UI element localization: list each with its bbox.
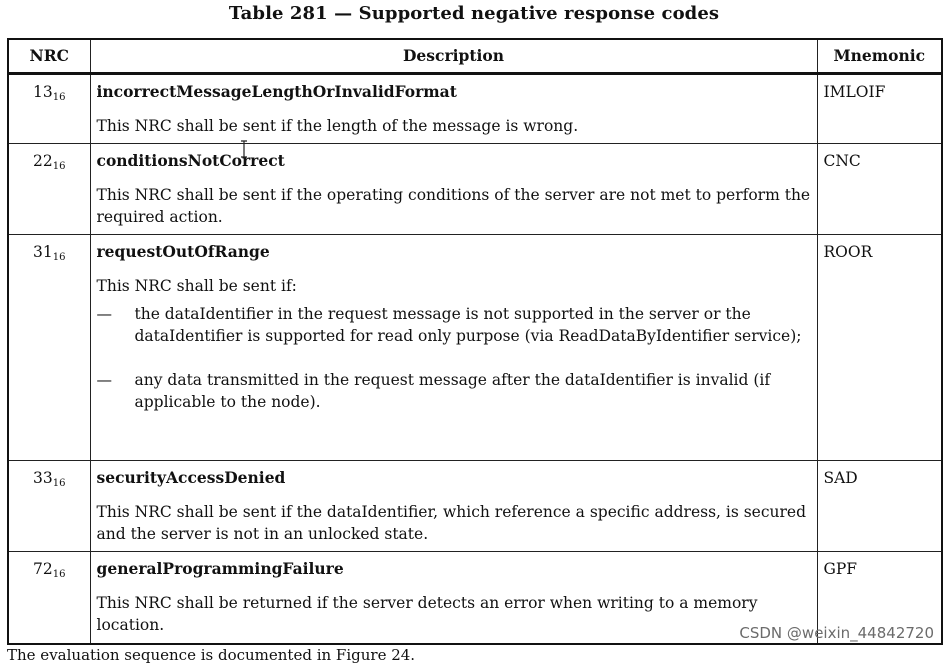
nrc-base: 16 [52,569,66,580]
nrc-table [7,38,943,645]
header-nrc: NRC [8,39,90,74]
text-cursor-icon [240,140,248,158]
mnemonic-cell: SAD [817,461,942,552]
mnemonic-cell: GPF [817,552,942,644]
nrc-code-cell [8,552,90,644]
nrc-code: 72 [33,560,53,578]
nrc-base: 16 [52,161,66,172]
nrc-description: This NRC shall be returned if the server detects an error when writing to a memory location. [96,594,758,634]
nrc-code: 33 [33,469,53,487]
list-item-text: the dataIdentifier in the request message is not supported in the server or the dataIdentifier is supported for read only purpose (via ReadDataByIdentifier service); [134,305,802,345]
nrc-code-cell [8,74,90,144]
mnemonic-cell: CNC [817,144,942,235]
nrc-name: securityAccessDenied [96,468,286,487]
nrc-name: generalProgrammingFailure [96,559,344,578]
header-row [8,39,942,74]
nrc-name: conditionsNotCorrect [96,151,285,170]
nrc-description: This NRC shall be sent if the operating conditions of the server are not met to perform the required action. [96,186,811,226]
nrc-code: 22 [33,152,53,170]
nrc-description: This NRC shall be sent if the length of the message is wrong. [96,117,579,135]
nrc-base: 16 [52,92,66,103]
nrc-code-cell [8,235,90,461]
mnemonic-cell: ROOR [817,235,942,461]
dash-bullet: — [96,305,112,323]
table-title: Table 281 — Supported negative response codes [228,3,720,24]
nrc-description: This NRC shall be sent if: [96,277,297,295]
header-mnemonic: Mnemonic [817,39,942,74]
list-item [97,369,811,413]
description-cell [90,144,817,235]
nrc-description: This NRC shall be sent if the dataIdentifier, which reference a specific address, is secured and the server is not in an unlocked state. [96,503,807,543]
mnemonic-cell: IMLOIF [817,74,942,144]
table-row [8,461,942,552]
footer-text: The evaluation sequence is documented in Figure 24. [7,646,416,664]
nrc-code-cell [8,461,90,552]
description-cell [90,74,817,144]
table-row [8,74,942,144]
nrc-name: requestOutOfRange [96,242,270,261]
nrc-base: 16 [52,252,66,263]
nrc-code: 31 [33,243,53,261]
nrc-code: 13 [33,83,53,101]
dash-bullet: — [96,371,112,389]
nrc-code-cell [8,144,90,235]
header-description: Description [90,39,817,74]
watermark: CSDN @weixin_44842720 [739,624,934,642]
description-cell [90,552,817,644]
condition-list [97,303,811,413]
description-cell [90,235,817,461]
description-cell [90,461,817,552]
list-item [97,303,811,347]
list-item-text: any data transmitted in the request message after the dataIdentifier is invalid (if applicable to the node). [134,371,771,411]
nrc-base: 16 [52,478,66,489]
nrc-name: incorrectMessageLengthOrInvalidFormat [96,82,457,101]
table-row [8,235,942,461]
table-row [8,144,942,235]
